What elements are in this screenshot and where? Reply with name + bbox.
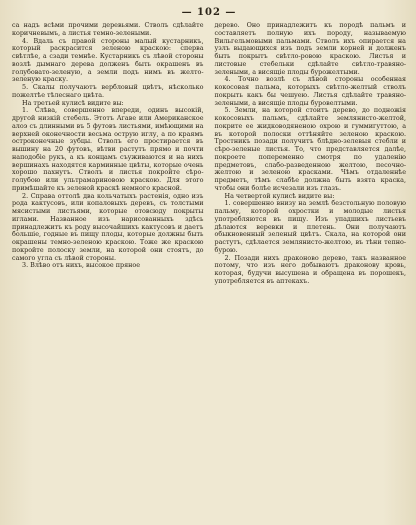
right-column [215, 22, 407, 286]
page-number: — 102 — [181, 7, 237, 18]
paragraph: са надъ всѣми прочими деревьями. Стволъ сдѣлайте коричневымъ, а листья темно-зелеными. [12, 21, 204, 37]
paragraph: 3. Влѣво отъ нихъ, высокое пряное [22, 261, 140, 270]
paragraph: 1. Слѣва, совершенно впереди, одинъ высокій, другой низкій стебель. Этотъ Агаве или Американское алоэ съ длинными въ 5 футовъ листьями, имѣющими на верхней оконечности весьма острую иглу, а по краямъ остроконечные зубцы. Стволъ его простирается въ вышину на 20 футовъ, вѣтви растутъ прямо и почти наподобіе рукъ, а къ концамъ съуживаются и на нихъ вершинахъ находятся карминные цвѣты, которые очень хорошо пахнутъ. Стволъ и листья покройте сѣро-голубою или ультрамариновою краскою. Для этого примѣшайте къ зеленой краскѣ немного красной. [12, 106, 204, 192]
paragraph: На четвертой кулисѣ видите вы: [224, 191, 335, 200]
text-columns [12, 22, 406, 286]
paragraph: 2. Позади нихъ драконово дерево, такъ названное потому, что изъ него добываютъ драконову кровь, которая, будучи высушена и обращена въ порошекъ, употребляется въ аптекахъ. [214, 253, 406, 285]
paragraph: На третьей кулисѣ видите вы: [22, 98, 124, 107]
left-column [12, 22, 204, 286]
paragraph: 5. Земли, на которой стоитъ дерево, до подножія кокосовыхъ пальмъ, сдѣлайте землянисто-желтой, покрите ее жидководяненою охрою и гуммигуттою, а въ которой полоски оттѣняйте зеленою краскою. Тростникъ позади получитъ блѣдно-зелевыя стебли и сѣро-зеленые листья. То, что представляется далѣе, покроете попеременно смотря по удаленію предметовъ, слабо-разведенною желтою, песочно-желтою и зеленою красками. Чѣмъ отдаленнѣе предметъ, тѣмъ слабѣе должна быть взята краска, чтобы они болѣе исчезали изъ глазъ. [214, 106, 406, 192]
paragraph: 5. Скалы получаютъ вербловый цвѣтъ, нѣсколько пожелтѣе тѣлеснаго цвѣта. [12, 83, 204, 99]
paragraph: 2. Справа оттолѣ два кольчатыхъ растенія, одно изъ рода кактусовъ, или копаловыхъ деревъ, съ толстыми мясистыми листьями, которые отовсюду покрыты иглами. Названное изъ нарисованныхъ здѣсь принадлежитъ къ роду высочайшихъ кактусовъ и даетъ большіе, годные въ пищу плоды, которые должны быть окрашены темно-зеленою краскою. Тоже же краскою покройте полоску земли, на которой они стоятъ, до самого угла съ лѣвой стороны. [12, 191, 204, 262]
paragraph: 1. совершенно внизу на землѣ безстольную половую пальму, которой охростки и молодые листья употребляются въ пищу. Изъ упадшихъ листьевъ дѣлаются веревки и плетень. Они получаютъ обыкновенный зеленый цвѣтъ. Скала, на которой они растутъ, сдѣлается землянисто-желтою, въ тѣни тепно-бурою. [214, 199, 406, 254]
paragraph: 4. Вдаль съ правой стороны малый кустарникъ, который раскрасится зеленою краскою: сперва свѣтлѣе, а сзади темнѣе. Кустарникъ съ лѣвой стороны возлѣ дымнаго дерева долженъ быть окрашенъ въ голубовато-зеленую, а земли подъ нимъ въ желто-зеленую краску. [12, 36, 204, 84]
paragraph: дерево. Оно принадлежитъ къ породѣ пальмъ и составляетъ полную ихъ породу, называемую Вильгельмовыми пальмами. Стволъ ихъ опирается на узлъ выдающихся изъ подъ земли корней и долженъ быть покрытъ свѣтло-ровою краскою. Листья и листовые стебельки сдѣлайте свѣтло-травяно-зелеными, а висящіе плоды бурожелтыми. [214, 21, 406, 76]
paragraph: 4. Точно возлѣ съ лѣвой стороны особенная кокосовая пальма, которыхъ свѣтло-желтый стволъ покрыть какъ бы чешуею. Листья сдѣлайте травяно-зелеными, а висящіе плоды буровелтыми. [214, 75, 406, 107]
